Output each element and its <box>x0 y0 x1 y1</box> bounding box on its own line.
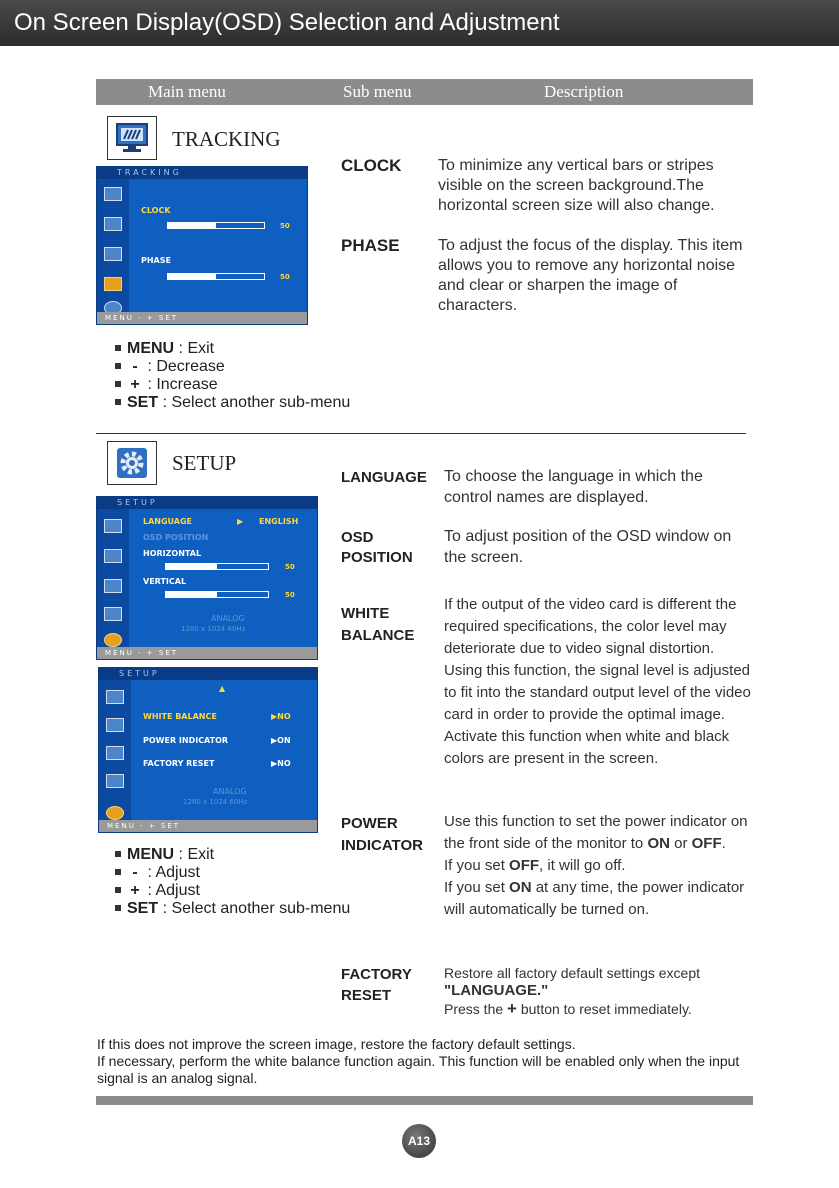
desc-osd-position: To adjust position of the OSD window on the screen. <box>444 528 732 566</box>
phase-slider[interactable] <box>167 273 265 280</box>
picture-icon <box>104 187 122 201</box>
osd-header: TRACKING <box>97 167 307 179</box>
position-icon <box>104 579 122 593</box>
tracking-icon <box>104 607 122 621</box>
main-menu-header: Main menu <box>148 82 226 101</box>
factory-reset-value: ▶NO <box>271 759 291 768</box>
tracking-monitor-icon <box>107 116 157 160</box>
setup-icon <box>104 633 122 647</box>
color-icon <box>104 217 122 231</box>
clock-value: 50 <box>280 222 290 230</box>
horizontal-label: HORIZONTAL <box>143 549 202 558</box>
signal-type: ANALOG <box>213 787 247 796</box>
setup-osd-screen-2 <box>98 667 318 833</box>
position-icon <box>104 247 122 261</box>
sub-phase: PHASE <box>341 236 400 255</box>
osd-sidebar <box>97 179 129 312</box>
legend-item: - : Adjust <box>115 864 350 882</box>
osd-header: SETUP <box>97 497 317 509</box>
white-balance-value: ▶NO <box>271 712 291 721</box>
horizontal-slider[interactable] <box>165 563 269 570</box>
osd-footer: MENU - + SET <box>97 312 307 324</box>
white-balance-label: WHITE BALANCE <box>143 712 217 721</box>
setup-osd-screen-1 <box>96 496 318 660</box>
setup-legend <box>115 846 350 918</box>
setup-gear-icon <box>107 441 157 485</box>
sub-white-balance: WHITE BALANCE <box>341 605 415 644</box>
signal-resolution: 1280 x 1024 60Hz <box>181 625 246 633</box>
table-header <box>96 79 753 105</box>
position-icon <box>106 746 124 760</box>
legend-item: + : Adjust <box>115 882 350 900</box>
tracking-icon <box>106 774 124 788</box>
clock-slider[interactable] <box>167 222 265 229</box>
tracking-legend <box>115 340 350 412</box>
phase-label: PHASE <box>141 256 171 265</box>
page-title: On Screen Display(OSD) Selection and Adjustment <box>0 0 839 46</box>
desc-power-indicator: Use this function to set the power indicator on the front side of the monitor to ON or OFF. If you set OFF, it will go off. If you set ON at any time, the power indicator will automatically be turned on. <box>444 813 748 918</box>
phase-value: 50 <box>280 273 290 281</box>
section-divider <box>96 433 746 434</box>
legend-item: MENU : Exit <box>115 340 350 358</box>
horizontal-value: 50 <box>285 563 295 571</box>
vertical-label: VERTICAL <box>143 577 187 586</box>
clock-label: CLOCK <box>141 206 171 215</box>
desc-white-balance: If the output of the video card is different the required specifications, the color level may deteriorate due to video signal distortion. Using this function, the signal level is adjusted to fit into the standard output level of the video card in order to provide the optimal image. Activate this function when white and black colors are present in the screen. <box>444 596 751 767</box>
tracking-title: TRACKING <box>172 127 281 151</box>
picture-icon <box>104 519 122 533</box>
osd-header: SETUP <box>99 668 317 680</box>
legend-item: SET : Select another sub-menu <box>115 394 350 412</box>
tracking-osd-screen <box>96 166 308 325</box>
legend-item: + : Increase <box>115 376 350 394</box>
language-value: ENGLISH <box>259 517 299 526</box>
osd-footer: MENU - + SET <box>99 820 317 832</box>
sub-osd-position: OSD POSITION <box>341 529 413 566</box>
color-icon <box>104 549 122 563</box>
signal-type: ANALOG <box>211 614 245 623</box>
legend-item: MENU : Exit <box>115 846 350 864</box>
osd-sidebar <box>97 509 129 647</box>
sub-menu-header: Sub menu <box>343 82 412 101</box>
description-header: Description <box>544 82 624 101</box>
page-number: A13 <box>402 1124 436 1158</box>
color-icon <box>106 718 124 732</box>
sub-power-indicator: POWER INDICATOR <box>341 815 423 854</box>
picture-icon <box>106 690 124 704</box>
desc-phase: To adjust the focus of the display. This item allows you to remove any horizontal noise and clear or sharpen the image of characters. <box>438 237 743 314</box>
sub-factory-reset: FACTORY RESET <box>341 966 412 1004</box>
vertical-value: 50 <box>285 591 295 599</box>
scroll-up-arrow: ▲ <box>219 684 226 693</box>
power-indicator-value: ▶ON <box>271 736 291 745</box>
footnote: If this does not improve the screen image, restore the factory default settings. If necessary, perform the white balance function again. This function will be enabled only when the input signal is an analog signal. <box>97 1036 740 1086</box>
power-indicator-label: POWER INDICATOR <box>143 736 229 745</box>
legend-item: SET : Select another sub-menu <box>115 900 350 918</box>
language-label: LANGUAGE <box>143 517 193 526</box>
desc-clock: To minimize any vertical bars or stripes visible on the screen background.The horizontal screen size will also change. <box>438 157 715 214</box>
osd-footer: MENU - + SET <box>97 647 317 659</box>
signal-resolution: 1280 x 1024 60Hz <box>183 798 248 806</box>
legend-item: - : Decrease <box>115 358 350 376</box>
osd-position-label: OSD POSITION <box>143 533 209 542</box>
vertical-slider[interactable] <box>165 591 269 598</box>
setup-title: SETUP <box>172 451 237 475</box>
setup-icon <box>106 806 124 820</box>
osd-sidebar <box>99 680 131 820</box>
bottom-rule <box>96 1096 753 1105</box>
sub-language: LANGUAGE <box>341 469 427 486</box>
factory-reset-label: FACTORY RESET <box>143 759 215 768</box>
sub-clock: CLOCK <box>341 156 402 175</box>
desc-factory-reset: Restore all factory default settings except "LANGUAGE." Press the + button to reset immediately. <box>444 965 701 1018</box>
tracking-icon <box>104 277 122 291</box>
desc-language: To choose the language in which the control names are displayed. <box>444 468 703 506</box>
language-arrow: ▶ <box>237 517 244 526</box>
